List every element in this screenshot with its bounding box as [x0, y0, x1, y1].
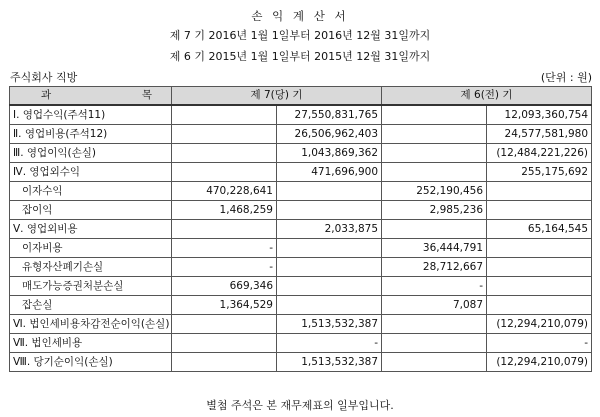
statement-title: 손 익 계 산 서: [251, 9, 349, 23]
current-total-cell: 1,513,532,387: [277, 315, 382, 334]
current-detail-cell: 1,364,529: [172, 296, 277, 315]
current-detail-cell: 669,346: [172, 277, 277, 296]
current-period: 제 7 기 2016년 1월 1일부터 2016년 12월 31일까지: [169, 29, 431, 42]
current-total-cell: 27,550,831,765: [277, 105, 382, 125]
current-detail-cell: 1,468,259: [172, 201, 277, 220]
prior-total-cell: 24,577,581,980: [487, 125, 592, 144]
account-cell: 잡이익: [10, 201, 172, 220]
table-row: [10, 277, 592, 296]
current-total-cell: 1,513,532,387: [277, 353, 382, 372]
table-row: [10, 125, 592, 144]
current-total-cell: [277, 239, 382, 258]
account-header-right: 목: [141, 89, 152, 101]
prior-total-cell: [487, 182, 592, 201]
account-cell: Ⅶ. 법인세비용: [10, 334, 172, 353]
account-cell: 유형자산폐기손실: [10, 258, 172, 277]
current-detail-cell: [172, 163, 277, 182]
prior-total-cell: [487, 296, 592, 315]
account-header-left: 과: [41, 89, 52, 101]
table-row: [10, 105, 592, 125]
account-header: [10, 87, 172, 106]
current-total-cell: -: [277, 334, 382, 353]
prior-period: 제 6 기 2015년 1월 1일부터 2015년 12월 31일까지: [169, 50, 431, 63]
current-detail-cell: -: [172, 239, 277, 258]
account-cell: Ⅱ. 영업비용(주석12): [10, 125, 172, 144]
prior-total-cell: [487, 201, 592, 220]
prior-detail-cell: [382, 353, 487, 372]
account-cell: Ⅰ. 영업수익(주석11): [10, 105, 172, 125]
current-total-cell: 1,043,869,362: [277, 144, 382, 163]
account-cell: Ⅴ. 영업외비용: [10, 220, 172, 239]
current-total-cell: [277, 201, 382, 220]
prior-total-cell: [487, 258, 592, 277]
account-cell: Ⅳ. 영업외수익: [10, 163, 172, 182]
account-cell: 매도가능증권처분손실: [10, 277, 172, 296]
company-name: 주식회사 직방: [10, 71, 78, 84]
prior-detail-cell: -: [382, 277, 487, 296]
prior-detail-cell: [382, 220, 487, 239]
table-row: [10, 220, 592, 239]
current-detail-cell: [172, 105, 277, 125]
prior-detail-cell: [382, 163, 487, 182]
table-row: [10, 258, 592, 277]
current-total-cell: [277, 277, 382, 296]
prior-total-cell: (12,294,210,079): [487, 353, 592, 372]
table-row: [10, 201, 592, 220]
current-detail-cell: [172, 353, 277, 372]
table-row: [10, 296, 592, 315]
prior-total-cell: (12,484,221,226): [487, 144, 592, 163]
account-cell: 이자비용: [10, 239, 172, 258]
account-cell: 잡손실: [10, 296, 172, 315]
current-total-cell: [277, 258, 382, 277]
prior-detail-cell: 2,985,236: [382, 201, 487, 220]
prior-total-cell: (12,294,210,079): [487, 315, 592, 334]
prior-total-cell: 255,175,692: [487, 163, 592, 182]
currency-unit: (단위 : 원): [540, 71, 592, 84]
account-cell: Ⅵ. 법인세비용차감전순이익(손실): [10, 315, 172, 334]
account-cell: Ⅲ. 영업이익(손실): [10, 144, 172, 163]
prior-total-cell: 65,164,545: [487, 220, 592, 239]
current-detail-cell: [172, 125, 277, 144]
current-total-cell: 2,033,875: [277, 220, 382, 239]
current-total-cell: [277, 182, 382, 201]
table-row: [10, 182, 592, 201]
prior-detail-cell: [382, 144, 487, 163]
account-cell: 이자수익: [10, 182, 172, 201]
account-cell: Ⅷ. 당기순이익(손실): [10, 353, 172, 372]
table-row: [10, 334, 592, 353]
current-total-cell: 26,506,962,403: [277, 125, 382, 144]
table-header-row: [10, 87, 592, 106]
prior-detail-cell: [382, 125, 487, 144]
current-detail-cell: [172, 144, 277, 163]
current-detail-cell: [172, 334, 277, 353]
income-statement-table: [9, 86, 592, 372]
prior-detail-cell: 36,444,791: [382, 239, 487, 258]
table-row: [10, 239, 592, 258]
prior-total-cell: [487, 239, 592, 258]
current-total-cell: [277, 296, 382, 315]
current-detail-cell: [172, 315, 277, 334]
current-detail-cell: -: [172, 258, 277, 277]
current-period-header: 제 7(당) 기: [172, 87, 382, 106]
table-row: [10, 144, 592, 163]
footnote: 별첨 주석은 본 재무제표의 일부입니다.: [206, 399, 394, 412]
prior-total-cell: [487, 277, 592, 296]
prior-detail-cell: [382, 334, 487, 353]
table-row: [10, 163, 592, 182]
current-detail-cell: [172, 220, 277, 239]
prior-detail-cell: 7,087: [382, 296, 487, 315]
current-detail-cell: 470,228,641: [172, 182, 277, 201]
prior-total-cell: -: [487, 334, 592, 353]
table-row: [10, 315, 592, 334]
current-total-cell: 471,696,900: [277, 163, 382, 182]
prior-detail-cell: [382, 105, 487, 125]
prior-detail-cell: 28,712,667: [382, 258, 487, 277]
prior-total-cell: 12,093,360,754: [487, 105, 592, 125]
table-row: [10, 353, 592, 372]
prior-period-header: 제 6(전) 기: [382, 87, 592, 106]
prior-detail-cell: 252,190,456: [382, 182, 487, 201]
prior-detail-cell: [382, 315, 487, 334]
